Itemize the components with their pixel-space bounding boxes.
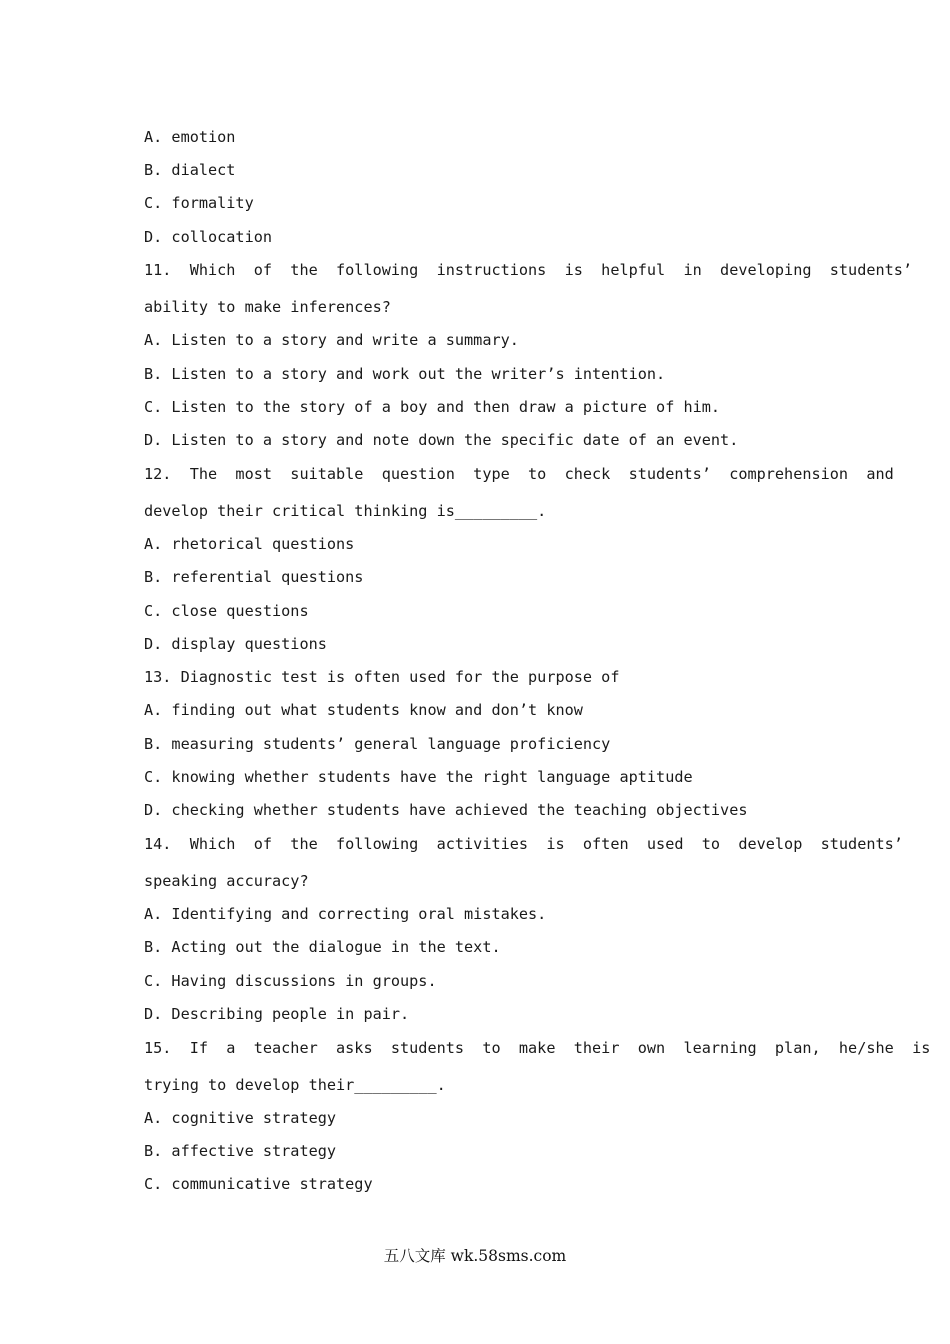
q15-stem-line2: trying to develop their_________.: [144, 1076, 446, 1094]
q14-option-c: C. Having discussions in groups.: [144, 972, 437, 990]
q13-stem: 13. Diagnostic test is often used for the purpose of: [144, 668, 620, 686]
q14-stem-line2: speaking accuracy?: [144, 872, 309, 890]
q10-option-d: D. collocation: [144, 228, 273, 246]
q11-option-c: C. Listen to the story of a boy and then draw a picture of him.: [144, 398, 721, 416]
q10-option-b: B. dialect: [144, 161, 236, 179]
q13-option-a: A. finding out what students know and don’t know: [144, 701, 583, 719]
q13-option-d: D. checking whether students have achieved the teaching objectives: [144, 801, 748, 819]
q14-option-a: A. Identifying and correcting oral mistakes.: [144, 905, 547, 923]
q12-option-c: C. close questions: [144, 602, 309, 620]
q13-option-b: B. measuring students’ general language proficiency: [144, 735, 611, 753]
q12-option-b: B. referential questions: [144, 568, 364, 586]
q14-option-d: D. Describing people in pair.: [144, 1005, 410, 1023]
q15-option-a: A. cognitive strategy: [144, 1109, 337, 1127]
q15-stem-line1: 15. If a teacher asks students to make their own learning plan, he/she is: [144, 1039, 931, 1057]
q13-option-c: C. knowing whether students have the right language aptitude: [144, 768, 693, 786]
q15-option-c: C. communicative strategy: [144, 1175, 373, 1193]
q11-option-b: B. Listen to a story and work out the writer’s intention.: [144, 365, 666, 383]
q12-option-a: A. rhetorical questions: [144, 535, 355, 553]
q15-option-b: B. affective strategy: [144, 1142, 337, 1160]
q11-option-a: A. Listen to a story and write a summary.: [144, 331, 519, 349]
q10-option-a: A. emotion: [144, 128, 236, 146]
q14-stem-line1: 14. Which of the following activities is often used to develop students’: [144, 835, 903, 853]
footer-site-label: 五八文库 wk.58sms.com: [383, 1247, 567, 1265]
q10-option-c: C. formality: [144, 194, 254, 212]
q12-option-d: D. display questions: [144, 635, 327, 653]
q11-stem-line2: ability to make inferences?: [144, 298, 391, 316]
q14-option-b: B. Acting out the dialogue in the text.: [144, 938, 501, 956]
q12-stem-line1: 12. The most suitable question type to check students’ comprehension and: [144, 465, 894, 483]
q12-stem-line2: develop their critical thinking is_________.: [144, 502, 547, 520]
q11-option-d: D. Listen to a story and note down the specific date of an event.: [144, 431, 739, 449]
q11-stem-line1: 11. Which of the following instructions is helpful in developing students’: [144, 261, 913, 279]
